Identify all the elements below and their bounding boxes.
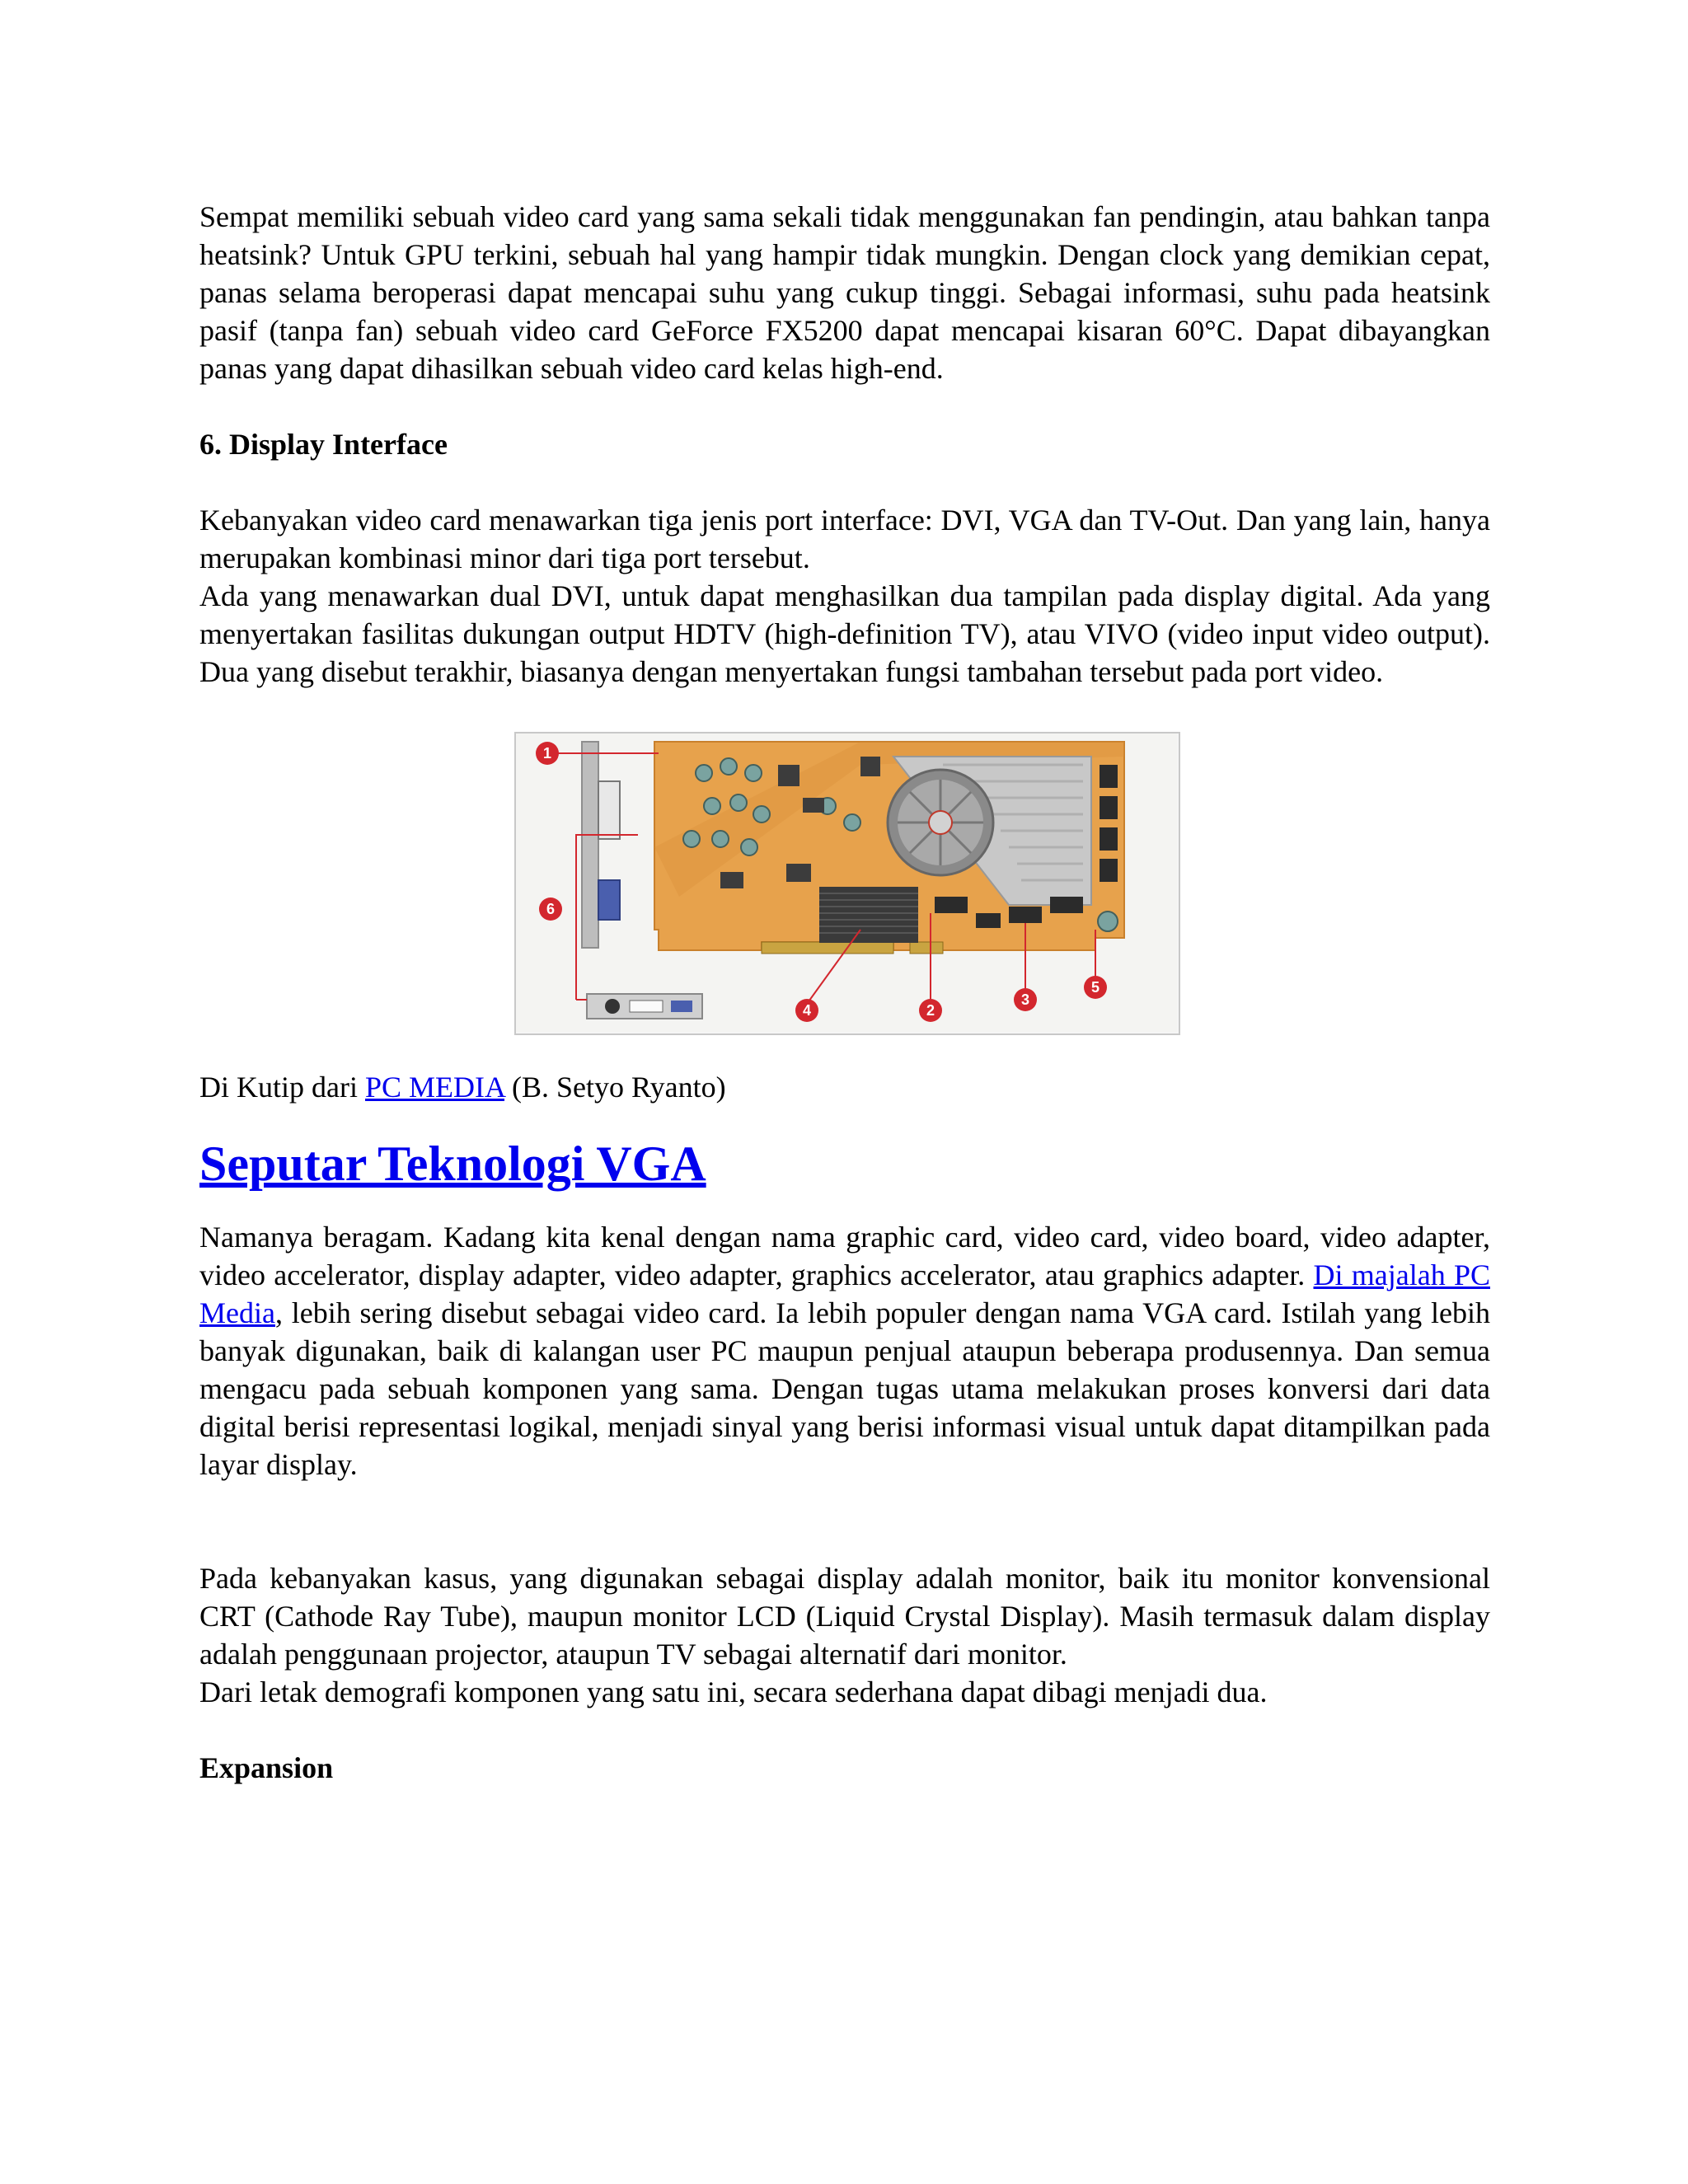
dvi-port — [598, 781, 620, 839]
svg-text:3: 3 — [1020, 991, 1030, 1008]
video-card-illustration — [514, 732, 1179, 1033]
paragraph-namanya-beragam — [199, 1218, 1490, 1483]
paragraph-heatsink: Sempat memiliki sebuah video card yang sama sekali tidak menggunakan fan pendingin, atau bahkan tanpa heatsink? Untuk GPU terkini, sebuah hal yang hampir tidak mungkin. Dengan clock yang demikian cepat, panas selama beroperasi dapat mencapai suhu yang cukup tinggi. Sebagai informasi, suhu pada heatsink pasif (tanpa fan) sebuah video card GeForce FX5200 dapat mencapai kisaran 60°C. Dapat dibayangkan panas yang dapat dihasilkan sebuah video card kelas high-end. — [199, 200, 1490, 385]
callout-6-icon — [539, 898, 562, 921]
svg-text:1: 1 — [542, 745, 552, 762]
document-page — [199, 198, 1490, 1787]
io-bracket — [582, 742, 598, 948]
p4-text-1: Namanya beragam. Kadang kita kenal dengan nama graphic card, video card, video board, video adapter, video accelerator, display adapter, video adapter, graphics accelerator, atau graphics adapter. — [199, 1221, 1490, 1291]
heading-display-interface: 6. Display Interface — [199, 428, 448, 461]
paragraph-port-interface: Kebanyakan video card menawarkan tiga jenis port interface: DVI, VGA dan TV-Out. Dan yang lain, hanya merupakan kombinasi minor dari tiga port tersebut. — [199, 504, 1490, 574]
callout-3-icon — [1014, 988, 1037, 1011]
callout-4-icon — [795, 999, 818, 1022]
pci-connector — [762, 942, 893, 954]
svg-text:5: 5 — [1090, 979, 1100, 996]
citation-suffix: (B. Setyo Ryanto) — [504, 1071, 726, 1104]
paragraph-dual-dvi: Ada yang menawarkan dual DVI, untuk dapat menghasilkan dua tampilan pada display digital. Ada yang menyertakan fasilitas dukungan output HDTV (high-definition TV), atau VIVO (video input video output). Dua yang disebut terakhir, biasanya dengan menyertakan fungsi tambahan tersebut pada port video. — [199, 579, 1490, 688]
heading-expansion: Expansion — [199, 1751, 334, 1784]
heatsink — [819, 887, 918, 943]
vga-port — [598, 880, 620, 920]
paragraph-display-monitor: Pada kebanyakan kasus, yang digunakan sebagai display adalah monitor, baik itu monitor konvensional CRT (Cathode Ray Tube), maupun monitor LCD (Liquid Crystal Display). Masih termasuk dalam display adalah penggunaan projector, ataupun TV sebagai alternatif dari monitor. — [199, 1562, 1490, 1671]
paragraph-demografi: Dari letak demografi komponen yang satu ini, secara sederhana dapat dibagi menjadi dua. — [199, 1675, 1268, 1708]
pc-media-link[interactable]: PC MEDIA — [364, 1071, 505, 1104]
p4-text-2: , lebih sering disebut sebagai video card. Ia lebih populer dengan nama VGA card. Istilah yang lebih banyak digunakan, baik di kalangan user PC maupun penjual ataupun beberapa produsennya. Dan semua mengacu pada sebuah komponen yang sama. Dengan tugas utama melakukan proses konversi dari data digital berisi representasi logikal, menjadi sinyal yang berisi informasi visual untuk dapat ditampilkan pada layar display. — [199, 1296, 1490, 1481]
callout-2-icon — [919, 999, 942, 1022]
svg-text:4: 4 — [802, 1002, 812, 1019]
citation-prefix: Di Kutip dari — [199, 1071, 365, 1104]
video-card-figure — [514, 732, 1179, 1033]
majalah-pc-media-link[interactable]: Di majalah PC Media — [199, 1258, 1490, 1329]
svg-text:6: 6 — [546, 901, 556, 917]
callout-5-icon — [1084, 976, 1107, 999]
section-title-link[interactable]: Seputar Teknologi VGA — [199, 1137, 706, 1191]
svg-text:2: 2 — [926, 1002, 935, 1019]
callout-1-icon — [536, 742, 559, 765]
citation-line — [199, 1068, 1490, 1106]
